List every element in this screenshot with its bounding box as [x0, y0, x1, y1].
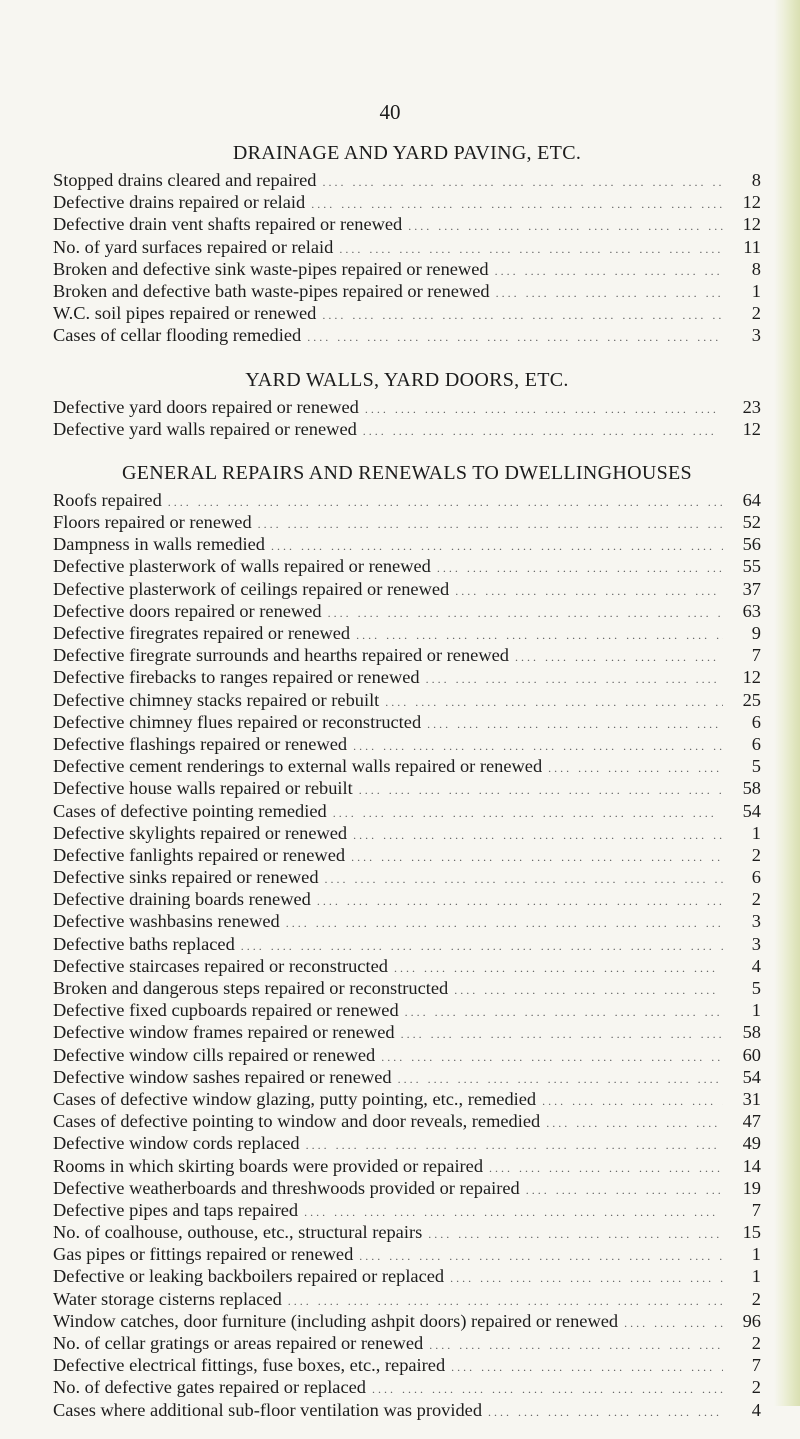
- dot-leader: [427, 713, 723, 735]
- table-row: [53, 1332, 761, 1354]
- row-label: Defective firebacks to ranges repaired or renewed: [53, 667, 420, 688]
- row-count: 8: [751, 258, 761, 279]
- row-count: 5: [751, 756, 761, 777]
- table-row: [53, 844, 761, 866]
- table-row: [53, 822, 761, 844]
- row-label: Defective firegrates repaired or renewed: [53, 623, 351, 643]
- row-count: 12: [742, 667, 761, 688]
- table-row: [53, 169, 761, 191]
- dot-leader: [542, 1090, 723, 1112]
- dot-leader: [323, 171, 724, 193]
- dot-leader: [363, 420, 723, 442]
- row-label: Stopped drains cleared and repaired: [53, 170, 317, 190]
- table-row: [53, 1199, 761, 1221]
- row-label: Defective plasterwork of ceilings repaired or renewed: [53, 578, 450, 599]
- dot-leader: [353, 735, 723, 757]
- row-count: 11: [743, 236, 761, 257]
- dot-leader: [488, 1401, 723, 1423]
- dot-leader: [333, 802, 723, 824]
- dot-leader: [168, 491, 723, 513]
- table-row: [53, 733, 761, 755]
- row-count: 1: [751, 1244, 761, 1265]
- table-row: [53, 213, 761, 235]
- row-label: Defective or leaking backboilers repaired or replaced: [53, 1266, 445, 1287]
- row-label: Defective washbasins renewed: [53, 911, 280, 932]
- table-row: [53, 396, 761, 418]
- dot-leader: [428, 1223, 723, 1245]
- dot-leader: [286, 912, 723, 934]
- dot-leader: [526, 1179, 723, 1201]
- table-row: [53, 1354, 761, 1376]
- table-row: [53, 910, 761, 932]
- row-count: 12: [742, 214, 761, 235]
- dot-leader: [325, 868, 723, 890]
- page-number: 40: [379, 100, 401, 124]
- table-row: [53, 324, 761, 346]
- table-row: [53, 280, 761, 302]
- row-label: Cases where additional sub-floor ventilation was provided: [53, 1399, 483, 1420]
- row-label: Defective sinks repaired or renewed: [53, 867, 319, 888]
- row-label: Dampness in walls remedied: [53, 534, 265, 555]
- dot-leader: [548, 757, 723, 779]
- table-row: [53, 418, 761, 440]
- row-count: 6: [751, 867, 761, 888]
- row-label: Defective house walls repaired or rebuilt: [53, 778, 353, 799]
- row-count: 58: [742, 1022, 761, 1043]
- section: [53, 458, 761, 1421]
- table-row: [53, 1399, 761, 1421]
- row-count: 25: [742, 689, 761, 710]
- row-count: 4: [751, 1399, 761, 1420]
- table-row: [53, 800, 761, 822]
- row-label: Defective window cills repaired or renewed: [53, 1044, 376, 1065]
- report-body: [53, 138, 761, 1439]
- table-row: [53, 1155, 761, 1177]
- table-row: [53, 1288, 761, 1310]
- dot-leader: [353, 824, 723, 846]
- row-label: Water storage cisterns replaced: [53, 1288, 282, 1309]
- row-count: 4: [751, 955, 761, 976]
- row-label: Defective chimney flues repaired or reconstructed: [53, 711, 422, 732]
- row-label: Defective staircases repaired or reconstructed: [53, 955, 388, 976]
- row-label: Broken and defective bath waste-pipes repaired or renewed: [53, 280, 490, 301]
- row-label: Cases of cellar flooding remedied: [53, 325, 302, 346]
- row-count: 3: [751, 325, 761, 346]
- row-label: Defective plasterwork of walls repaired or renewed: [53, 556, 431, 577]
- row-label: Defective drain vent shafts repaired or renewed: [53, 214, 403, 235]
- dot-leader: [359, 779, 723, 801]
- table-row: [53, 1177, 761, 1199]
- row-count: 47: [742, 1111, 761, 1132]
- dot-leader: [359, 1245, 723, 1267]
- table-row: [53, 511, 761, 533]
- row-label: Cases of defective pointing to window and door reveals, remedied: [53, 1111, 541, 1132]
- table-row: [53, 302, 761, 324]
- row-count: 3: [751, 933, 761, 954]
- row-count: 2: [751, 1377, 761, 1398]
- page-edge: [774, 0, 800, 1406]
- row-count: 63: [742, 600, 761, 621]
- dot-leader: [437, 557, 723, 579]
- row-label: Defective window frames repaired or renewed: [53, 1022, 395, 1043]
- table-row: [53, 1088, 761, 1110]
- table-row: [53, 533, 761, 555]
- row-label: Defective baths replaced: [53, 933, 235, 954]
- dot-leader: [317, 890, 723, 912]
- table-row: [53, 1021, 761, 1043]
- dot-leader: [489, 1157, 723, 1179]
- table-row: [53, 489, 761, 511]
- row-count: 12: [742, 418, 761, 439]
- row-count: 1: [751, 1266, 761, 1287]
- row-count: 7: [751, 645, 761, 666]
- section-heading: GENERAL REPAIRS AND RENEWALS TO DWELLINGHOUSES: [122, 461, 692, 484]
- section: [53, 365, 761, 440]
- dot-leader: [394, 957, 723, 979]
- row-count: 55: [742, 556, 761, 577]
- dot-leader: [322, 304, 723, 326]
- row-count: 60: [742, 1044, 761, 1065]
- table-row: [53, 999, 761, 1021]
- table-row: [53, 977, 761, 999]
- dot-leader: [307, 326, 723, 348]
- table-row: [53, 755, 761, 777]
- table-row: [53, 955, 761, 977]
- dot-leader: [426, 668, 723, 690]
- row-label: No. of yard surfaces repaired or relaid: [53, 236, 334, 257]
- row-count: 9: [751, 623, 761, 643]
- row-label: Defective flashings repaired or renewed: [53, 733, 348, 754]
- row-count: 56: [742, 534, 761, 555]
- dot-leader: [365, 398, 723, 420]
- table-row: [53, 191, 761, 213]
- dot-leader: [311, 193, 723, 215]
- table-row: [53, 578, 761, 600]
- row-label: Defective drains repaired or relaid: [53, 192, 306, 213]
- row-label: Defective yard walls repaired or renewed: [53, 418, 357, 439]
- table-row: [53, 1310, 761, 1332]
- dot-leader: [408, 215, 723, 237]
- row-count: 6: [751, 711, 761, 732]
- dot-leader: [450, 1267, 723, 1289]
- row-count: 8: [751, 170, 761, 190]
- row-count: 96: [742, 1310, 761, 1331]
- dot-leader: [546, 1112, 723, 1134]
- row-label: Broken and dangerous steps repaired or reconstructed: [53, 978, 449, 998]
- row-label: No. of defective gates repaired or replaced: [53, 1377, 366, 1398]
- row-label: No. of coalhouse, outhouse, etc., structural repairs: [53, 1222, 423, 1243]
- row-count: 23: [742, 396, 761, 417]
- row-count: 3: [751, 911, 761, 932]
- row-label: W.C. soil pipes repaired or renewed: [53, 303, 317, 324]
- row-label: Defective window sashes repaired or renewed: [53, 1066, 392, 1087]
- dot-leader: [455, 580, 723, 602]
- row-count: 1: [751, 280, 761, 301]
- row-label: Defective window cords replaced: [53, 1133, 300, 1154]
- dot-leader: [328, 602, 723, 624]
- row-count: 52: [742, 512, 761, 533]
- dot-leader: [515, 646, 723, 668]
- row-label: Cases of defective pointing remedied: [53, 800, 327, 821]
- row-count: 1: [751, 822, 761, 843]
- row-label: Defective cement renderings to external walls repaired or renewed: [53, 756, 543, 777]
- dot-leader: [401, 1023, 723, 1045]
- row-count: 1: [751, 1000, 761, 1021]
- table-row: [53, 689, 761, 711]
- row-label: Defective fanlights repaired or renewed: [53, 844, 346, 865]
- row-label: Defective doors repaired or renewed: [53, 600, 322, 621]
- dot-leader: [429, 1334, 723, 1356]
- row-label: Defective skylights repaired or renewed: [53, 822, 348, 843]
- table-row: [53, 1243, 761, 1265]
- row-label: Window catches, door furniture (including ashpit doors) repaired or renewed: [53, 1310, 619, 1331]
- table-row: [53, 777, 761, 799]
- row-count: 2: [751, 844, 761, 865]
- dot-leader: [258, 513, 723, 535]
- dot-leader: [288, 1290, 723, 1312]
- row-count: 54: [742, 800, 761, 821]
- row-label: Defective pipes and taps repaired: [53, 1199, 299, 1220]
- table-row: [53, 600, 761, 622]
- table-row: [53, 1221, 761, 1243]
- row-label: Defective electrical fittings, fuse boxes, etc., repaired: [53, 1355, 446, 1376]
- section-heading: YARD WALLS, YARD DOORS, ETC.: [245, 368, 569, 391]
- table-row: [53, 866, 761, 888]
- row-count: 19: [742, 1177, 761, 1198]
- row-label: No. of cellar gratings or areas repaired or renewed: [53, 1333, 424, 1353]
- dot-leader: [339, 238, 723, 260]
- row-label: Floors repaired or renewed: [53, 512, 252, 533]
- row-count: 14: [742, 1155, 761, 1176]
- row-count: 12: [742, 192, 761, 213]
- table-row: [53, 1376, 761, 1398]
- table-row: [53, 933, 761, 955]
- table-row: [53, 1044, 761, 1066]
- row-label: Defective firegrate surrounds and hearths repaired or renewed: [53, 645, 509, 666]
- table-row: [53, 1066, 761, 1088]
- row-label: Broken and defective sink waste-pipes repaired or renewed: [53, 258, 489, 279]
- row-label: Defective fixed cupboards repaired or renewed: [53, 1000, 399, 1021]
- dot-leader: [385, 691, 723, 713]
- row-count: 58: [742, 778, 761, 799]
- row-count: 49: [742, 1133, 761, 1154]
- dot-leader: [372, 1378, 723, 1400]
- dot-leader: [451, 1356, 723, 1378]
- row-count: 64: [742, 489, 761, 510]
- dot-leader: [306, 1134, 723, 1156]
- table-row: [53, 888, 761, 910]
- row-count: 2: [751, 303, 761, 324]
- row-label: Rooms in which skirting boards were provided or repaired: [53, 1155, 484, 1176]
- row-label: Defective weatherboards and threshwoods provided or repaired: [53, 1177, 520, 1198]
- row-count: 7: [751, 1355, 761, 1376]
- row-count: 37: [742, 578, 761, 599]
- section-heading: DRAINAGE AND YARD PAVING, ETC.: [232, 142, 582, 164]
- row-label: Defective chimney stacks repaired or rebuilt: [53, 689, 380, 710]
- dot-leader: [356, 624, 723, 646]
- table-row: [53, 666, 761, 688]
- table-row: [53, 711, 761, 733]
- row-count: 15: [742, 1222, 761, 1243]
- table-row: [53, 236, 761, 258]
- row-label: Roofs repaired: [53, 489, 162, 510]
- row-count: 2: [751, 1288, 761, 1309]
- dot-leader: [351, 846, 723, 868]
- row-count: 2: [751, 1333, 761, 1353]
- dot-leader: [241, 935, 723, 957]
- row-label: Cases of defective window glazing, putty pointing, etc., remedied: [53, 1088, 537, 1109]
- dot-leader: [271, 535, 723, 557]
- table-row: [53, 644, 761, 666]
- row-count: 5: [751, 978, 761, 998]
- row-count: 54: [742, 1066, 761, 1087]
- table-row: [53, 555, 761, 577]
- dot-leader: [495, 260, 723, 282]
- row-count: 31: [742, 1088, 761, 1109]
- row-label: Defective yard doors repaired or renewed: [53, 396, 359, 417]
- row-label: Gas pipes or fittings repaired or renewed: [53, 1244, 354, 1265]
- dot-leader: [398, 1068, 723, 1090]
- dot-leader: [496, 282, 723, 304]
- dot-leader: [624, 1312, 723, 1334]
- table-row: [53, 1110, 761, 1132]
- row-count: 2: [751, 889, 761, 910]
- table-row: [53, 1265, 761, 1287]
- dot-leader: [304, 1201, 723, 1223]
- table-row: [53, 258, 761, 280]
- dot-leader: [454, 979, 723, 1001]
- row-count: 6: [751, 733, 761, 754]
- row-label: Defective draining boards renewed: [53, 889, 311, 910]
- section: [53, 138, 761, 347]
- table-row: [53, 622, 761, 644]
- dot-leader: [405, 1001, 723, 1023]
- dot-leader: [381, 1046, 723, 1068]
- table-row: [53, 1132, 761, 1154]
- row-count: 7: [751, 1199, 761, 1220]
